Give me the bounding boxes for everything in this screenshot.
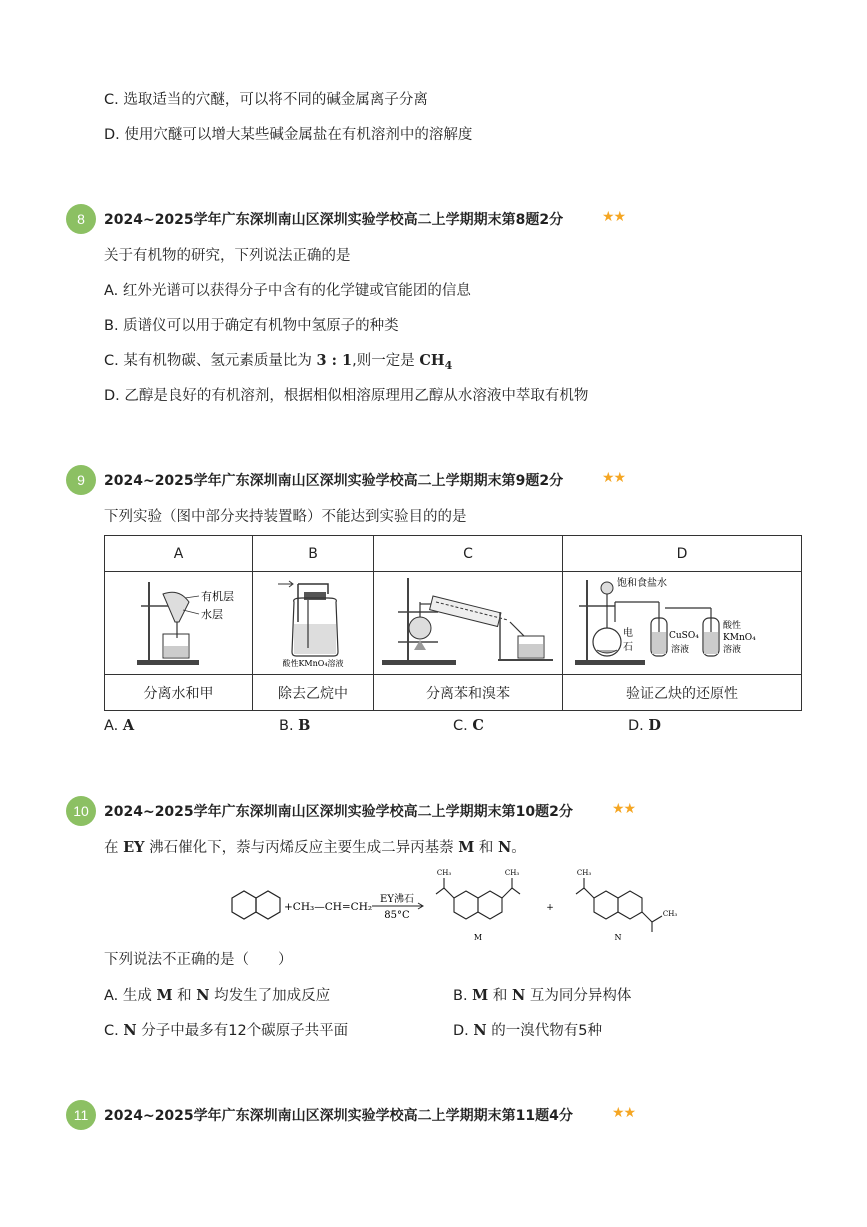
reaction-catalyst: EY沸石 <box>380 894 414 905</box>
q11-number-badge: 11 <box>66 1100 96 1130</box>
label-cuso4-solution: 溶液 <box>671 645 690 655</box>
q9-label-d: 验证乙炔的还原性 <box>563 675 802 711</box>
q8-option-c-mid: ,则一定是 <box>352 353 420 369</box>
product-m-structure <box>436 878 520 919</box>
label-cuso4: CuSO₄ <box>669 631 699 641</box>
q10-option-a: A. 生成 M 和 N 均发生了加成反应 <box>104 987 331 1004</box>
q11-header <box>66 1100 826 1132</box>
q9-image-c <box>374 572 563 675</box>
q8-difficulty-stars: ★★ <box>602 209 626 225</box>
distillation-apparatus <box>378 572 558 670</box>
q9-header-d: D <box>563 536 802 572</box>
reaction-temperature: 85°C <box>384 910 410 921</box>
label-product-m: M <box>473 933 483 942</box>
q7-option-d: D. 使用穴醚可以增大某些碱金属盐在有机溶剂中的溶解度 <box>104 127 473 143</box>
separatory-funnel-apparatus <box>119 572 239 670</box>
q8-option-c-subscript: 4 <box>444 358 453 372</box>
gas-washing-bottle <box>258 572 368 670</box>
q9-header-c: C <box>374 536 563 572</box>
label-water-layer: 水层 <box>200 608 223 621</box>
reagent-propene: +CH₃—CH=CH₂ <box>284 901 373 913</box>
label-organic-layer: 有机层 <box>200 590 234 603</box>
q9-option-b: B. B <box>279 717 311 734</box>
q9-header <box>66 465 826 497</box>
q9-option-a: A. A <box>104 717 135 734</box>
q8-option-b: B. 质谱仪可以用于确定有机物中氢原子的种类 <box>104 318 399 334</box>
q9-number-badge: 9 <box>66 465 96 495</box>
q10-title: 2024~2025学年广东深圳南山区深圳实验学校高二上学期期末第10题2分 <box>104 804 573 820</box>
q9-header-b: B <box>253 536 374 572</box>
q10-stem: 在 EY 沸石催化下，萘与丙烯反应主要生成二异丙基萘 M 和 N。 <box>104 839 526 856</box>
acetylene-reduction-apparatus <box>567 572 797 670</box>
q8-option-a: A. 红外光谱可以获得分子中含有的化学键或官能团的信息 <box>104 283 471 299</box>
q9-label-a: 分离水和甲 <box>105 675 253 711</box>
q9-experiment-table <box>104 535 802 711</box>
q9-image-d <box>563 572 802 675</box>
q9-option-c: C. C <box>453 717 484 734</box>
q8-option-d: D. 乙醇是良好的有机溶剂，根据相似相溶原理用乙醇从水溶液中萃取有机物 <box>104 388 589 404</box>
q9-option-d: D. D <box>628 717 661 734</box>
q8-option-c <box>104 351 452 376</box>
label-kmno4-solution: 溶液 <box>723 645 742 655</box>
product-n-structure <box>576 878 662 932</box>
q10-difficulty-stars: ★★ <box>612 801 636 817</box>
q10-option-d: D. N 的一溴代物有5种 <box>453 1022 602 1039</box>
q8-option-c-ratio: 3 : 1 <box>316 352 353 369</box>
m-ch3-right: CH₃ <box>504 869 520 877</box>
q9-header-a: A <box>105 536 253 572</box>
q9-difficulty-stars: ★★ <box>602 470 626 486</box>
q10-sub-stem: 下列说法不正确的是（ ） <box>104 952 293 968</box>
q8-title: 2024~2025学年广东深圳南山区深圳实验学校高二上学期期末第8题2分 <box>104 212 564 228</box>
plus-sign: + <box>546 903 554 913</box>
q9-title: 2024~2025学年广东深圳南山区深圳实验学校高二上学期期末第9题2分 <box>104 473 564 489</box>
q8-stem: 关于有机物的研究，下列说法正确的是 <box>104 248 351 264</box>
q8-header <box>66 204 826 236</box>
q9-image-b <box>253 572 374 675</box>
label-acidic: 酸性 <box>723 621 742 631</box>
n-ch3-right: CH₃ <box>662 910 678 918</box>
label-carbide-1: 电 <box>623 628 633 639</box>
label-brine: 饱和食盐水 <box>617 578 667 589</box>
q10-option-b: B. M 和 N 互为同分异构体 <box>453 987 632 1004</box>
q10-option-c: C. N 分子中最多有12个碳原子共平面 <box>104 1022 349 1039</box>
q8-number-badge: 8 <box>66 204 96 234</box>
label-kmno4-solution: 酸性KMnO₄溶液 <box>282 659 344 668</box>
label-carbide-2: 石 <box>623 642 633 653</box>
q10-header <box>66 796 826 828</box>
q8-option-c-formula: CH <box>419 352 445 369</box>
q9-stem: 下列实验（图中部分夹持装置略）不能达到实验目的的是 <box>104 509 467 525</box>
n-ch3-top: CH₃ <box>576 869 592 877</box>
label-kmno4: KMnO₄ <box>723 633 756 643</box>
q9-label-c: 分离苯和溴苯 <box>374 675 563 711</box>
q8-option-c-pre: C. 某有机物碳、氢元素质量比为 <box>104 353 317 369</box>
label-product-n: N <box>614 933 622 942</box>
q9-label-b: 除去乙烷中 <box>253 675 374 711</box>
q10-reaction-scheme <box>222 866 692 946</box>
m-ch3-left: CH₃ <box>436 869 452 877</box>
q11-difficulty-stars: ★★ <box>612 1105 636 1121</box>
q7-option-c: C. 选取适当的穴醚，可以将不同的碱金属离子分离 <box>104 92 428 108</box>
naphthalene-structure <box>232 891 280 919</box>
q9-image-a <box>105 572 253 675</box>
q11-title: 2024~2025学年广东深圳南山区深圳实验学校高二上学期期末第11题4分 <box>104 1108 573 1124</box>
q10-number-badge: 10 <box>66 796 96 826</box>
